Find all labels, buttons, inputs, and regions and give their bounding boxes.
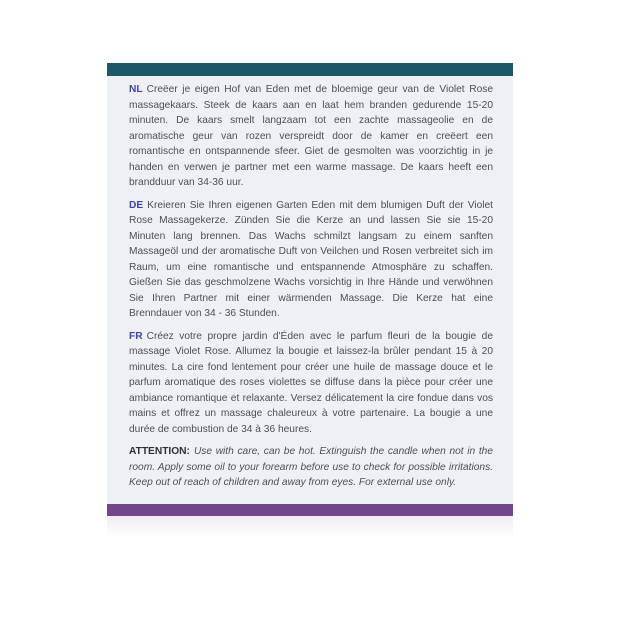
paragraph-text-de: Kreieren Sie Ihren eigenen Garten Eden mit dem blumigen Duft der Violet Rose Massagekerze. Zünden Sie die Kerze an und lassen Sie sie 15-20 Minuten lang brennen. Das Wachs schmilzt langsam zu einem sanften Massageöl und der aromatische Duft von Veilchen und Rosen verbreitet sich im Raum, um eine romantische und entspannende Atmosphäre zu schaffen. Gießen Sie das geschmolzene Wachs vorsichtig in Ihre Hände und verwöhnen Sie Ihren Partner mit einer wärmenden Massage. Die Kerze hat eine Brenndauer von 34 - 36 Stunden. — [129, 199, 493, 319]
paragraph-fr — [129, 329, 493, 438]
attention-label: ATTENTION: — [129, 446, 190, 457]
lang-code-nl: NL — [129, 84, 143, 95]
lang-code-de: DE — [129, 199, 144, 211]
paragraph-text-nl: Creëer je eigen Hof van Eden met de bloemige geur van de Violet Rose massagekaars. Steek de kaars aan en laat hem branden gedurende 15-20 minuten. De kaars smelt langzaam tot een zachte massageolie en de aromatische geur van rozen verspreidt door de kamer en creëert een romantische en ontspannende sfeer. Giet de gesmolten was voorzichtig in je handen en verwen je partner met een warme massage. De kaars heeft een brandduur van 34-36 uur. — [129, 84, 493, 188]
paragraph-nl — [129, 82, 493, 191]
label-text-content — [129, 82, 493, 498]
product-label-panel — [107, 63, 513, 516]
top-color-band — [107, 63, 513, 76]
paragraph-de — [129, 198, 493, 322]
panel-reflection — [107, 516, 513, 571]
attention-notice — [129, 444, 493, 491]
lang-code-fr: FR — [129, 330, 143, 342]
attention-text: Use with care, can be hot. Extinguish the candle when not in the room. Apply some oil to your forearm before use to check for possible irritations. Keep out of reach of children and away from eyes. For external use only. — [129, 446, 493, 488]
bottom-color-band — [107, 504, 513, 516]
paragraph-text-fr: Créez votre propre jardin d'Éden avec le parfum fleuri de la bougie de massage Violet Rose. Allumez la bougie et laissez-la brûler pendant 15 à 20 minutes. La cire fond lentement pour créer une huile de massage douce et le parfum aromatique des roses violettes se diffuse dans la pièce pour créer une ambiance romantique et relaxante. Versez délicatement la cire fondue dans vos mains et offrez un massage chaleureux à votre partenaire. La bougie a une durée de combustion de 34 à 36 heures. — [129, 330, 493, 435]
